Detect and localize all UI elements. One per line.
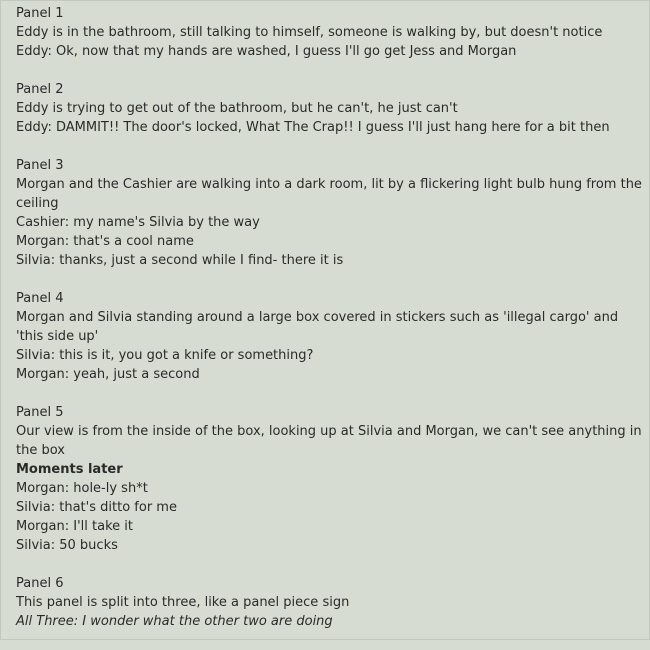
panel-line: Morgan and the Cashier are walking into a dark room, lit by a flickering light bulb hung from the ceiling xyxy=(16,177,642,211)
panel-line: Morgan: I'll take it xyxy=(16,519,133,534)
panel-heading: Panel 6 xyxy=(16,576,64,591)
panel-line: Our view is from the inside of the box, looking up at Silvia and Morgan, we can't see anything in the box xyxy=(16,424,642,458)
panel-line: Morgan: that's a cool name xyxy=(16,234,194,249)
panel-line: Cashier: my name's Silvia by the way xyxy=(16,215,260,230)
panel-line: Morgan: hole-ly sh*t xyxy=(16,481,148,496)
panel-2 xyxy=(16,80,642,137)
panel-line: Silvia: this is it, you got a knife or something? xyxy=(16,348,314,363)
panel-heading: Panel 3 xyxy=(16,158,64,173)
scene-transition: Moments later xyxy=(16,462,123,477)
panel-4 xyxy=(16,289,642,384)
panel-line: This panel is split into three, like a panel piece sign xyxy=(16,595,350,610)
panel-line: Eddy: DAMMIT!! The door's locked, What The Crap!! I guess I'll just hang here for a bit then xyxy=(16,120,610,135)
panel-line-italic: All Three: I wonder what the other two are doing xyxy=(16,614,333,629)
panel-line: Eddy is in the bathroom, still talking to himself, someone is walking by, but doesn't notice xyxy=(16,25,603,40)
panel-heading: Panel 4 xyxy=(16,291,64,306)
panel-line: Morgan and Silvia standing around a large box covered in stickers such as 'illegal cargo' and 'this side up' xyxy=(16,310,619,344)
panel-3 xyxy=(16,156,642,270)
panel-line: Silvia: 50 bucks xyxy=(16,538,118,553)
panel-heading: Panel 2 xyxy=(16,82,64,97)
panel-line: Eddy: Ok, now that my hands are washed, I guess I'll go get Jess and Morgan xyxy=(16,44,517,59)
panel-1 xyxy=(16,4,642,61)
panel-6 xyxy=(16,574,642,631)
post-body xyxy=(16,4,642,650)
panel-line: Eddy is trying to get out of the bathroom, but he can't, he just can't xyxy=(16,101,458,116)
panel-5 xyxy=(16,403,642,555)
panel-heading: Panel 1 xyxy=(16,6,64,21)
panel-line: Silvia: that's ditto for me xyxy=(16,500,177,515)
panel-line: Silvia: thanks, just a second while I find- there it is xyxy=(16,253,344,268)
panel-heading: Panel 5 xyxy=(16,405,64,420)
panel-line: Morgan: yeah, just a second xyxy=(16,367,200,382)
